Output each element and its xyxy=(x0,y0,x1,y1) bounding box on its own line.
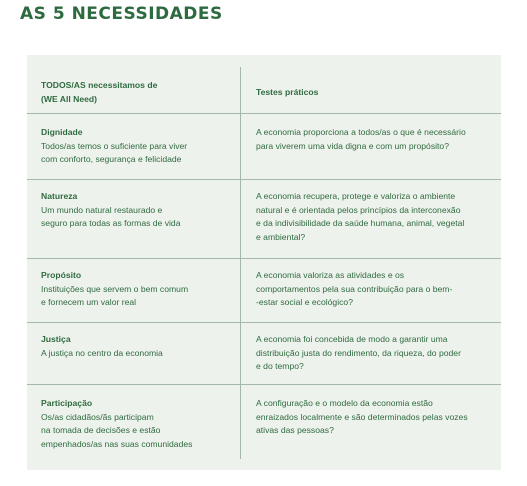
need-desc-line: e fornecem um valor real xyxy=(41,297,137,307)
test-line: A economia recupera, protege e valoriza o ambiente xyxy=(256,191,456,201)
need-label: Dignidade xyxy=(41,127,83,137)
need-desc-line: na tomada de decisões e estão xyxy=(41,425,161,435)
row-divider xyxy=(27,322,501,323)
need-desc-line: com conforto, segurança e felicidade xyxy=(41,154,182,164)
need-desc-line: Todos/as temos o suficiente para viver xyxy=(41,140,188,151)
need-label: Natureza xyxy=(41,191,78,201)
row-dignidade-test xyxy=(256,126,488,153)
row-justica-need xyxy=(41,333,231,360)
test-line: -estar social e ecológico? xyxy=(256,297,353,307)
test-line: natural e é orientada pelos princípios da interconexão xyxy=(256,204,461,215)
row-proposito-test xyxy=(256,269,488,310)
test-line: enraizados localmente e são determinados pelas vozes xyxy=(256,411,468,422)
header-left-line2: (WE All Need) xyxy=(41,93,98,104)
need-desc-line: Os/as cidadãos/ãs participam xyxy=(41,411,154,422)
need-desc-line: Instituições que servem o bem comum xyxy=(41,283,189,294)
need-desc-line: A justiça no centro da economia xyxy=(41,347,163,358)
row-divider xyxy=(27,179,501,180)
row-divider xyxy=(27,258,501,259)
needs-table xyxy=(27,55,501,470)
row-natureza-need xyxy=(41,190,231,231)
test-line: A economia foi concebida de modo a garantir uma xyxy=(256,334,448,344)
header-left xyxy=(41,79,231,106)
column-divider xyxy=(240,67,241,459)
row-participacao-need xyxy=(41,397,231,451)
row-dignidade-need xyxy=(41,126,231,167)
row-natureza-test xyxy=(256,190,488,244)
row-proposito-need xyxy=(41,269,231,310)
test-line: e do tempo? xyxy=(256,361,304,371)
test-line: para viverem uma vida digna e com um propósito? xyxy=(256,140,449,151)
need-desc-line: seguro para todas as formas de vida xyxy=(41,218,181,228)
test-line: distribuição justa do rendimento, da riqueza, do poder xyxy=(256,347,461,358)
row-divider xyxy=(27,384,501,385)
test-line: A economia valoriza as atividades e os xyxy=(256,270,405,280)
page-title: AS 5 NECESSIDADES xyxy=(20,4,223,24)
need-label: Propósito xyxy=(41,270,82,280)
row-justica-test xyxy=(256,333,488,374)
test-line: e ambiental? xyxy=(256,231,306,242)
need-desc-line: empenhados/as nas suas comunidades xyxy=(41,438,193,449)
test-line: e da indivisibilidade da saúde humana, animal, vegetal xyxy=(256,218,465,228)
test-line: comportamentos pela sua contribuição para o bem- xyxy=(256,283,453,294)
need-label: Participação xyxy=(41,398,93,408)
need-desc-line: Um mundo natural restaurado e xyxy=(41,204,163,215)
test-line: A configuração e o modelo da economia estão xyxy=(256,398,433,408)
test-line: ativas das pessoas? xyxy=(256,425,334,435)
test-line: A economia proporciona a todos/as o que é necessário xyxy=(256,127,466,137)
row-participacao-test xyxy=(256,397,488,438)
header-right: Testes práticos xyxy=(256,87,319,97)
row-divider xyxy=(27,113,501,114)
need-label: Justiça xyxy=(41,334,71,344)
header-left-line1: TODOS/AS necessitamos de xyxy=(41,80,158,90)
